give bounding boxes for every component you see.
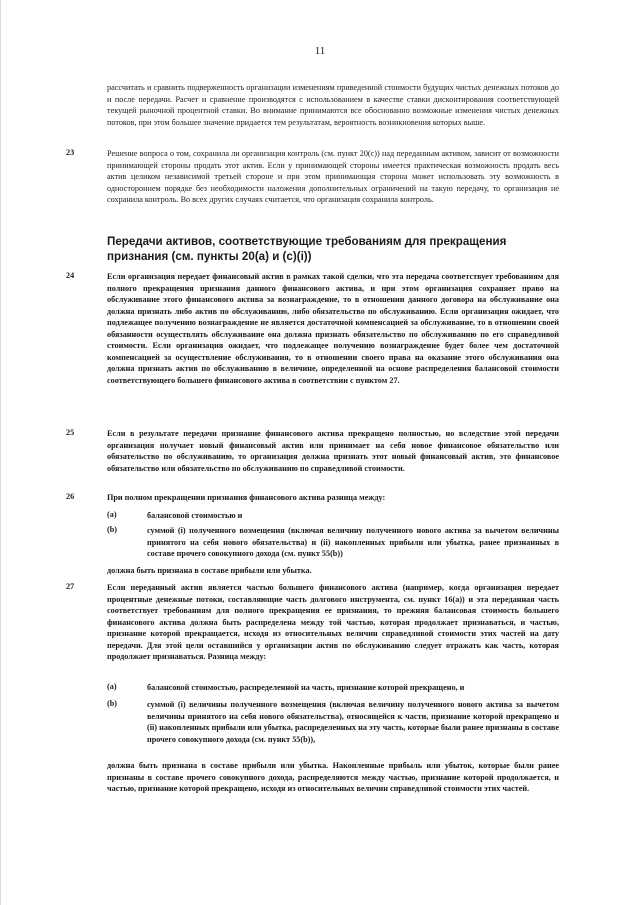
list-item-text: суммой (i) величины полученного возмещения (включая величину полученного нового актива за вычетом величины принятого на себя нового обязательства), относящейся к части, признание которой прекращено и (ii) накопленных прибыли или убытка, распределенных на эту часть, которые были ранее признаны в составе прочего совокупного дохода (см. пункт 55(b)), [147, 700, 559, 744]
paragraph-text: Если организация передает финансовый актив в рамках такой сделки, что эта передача соответствует требованиям для полного прекращения признания данного финансового актива, и при этом организация сохраняет право на обслуживание этого финансового актива за вознаграждение, то в отношении данного договора на обслуживание она должна признать либо актив по обслуживанию, либо обязательство по обслуживанию. Если организация ожидает, что подлежащее получению вознаграждение не является достаточной компенсацией за обслуживание, то в отношении своей обязанности осуществлять обслуживание она должна признать обязательство по обслуживанию по его справедливой стоимости. Если организация ожидает, что подлежащее получению вознаграждение будет более чем достаточной компенсацией за осуществление обслуживания, то в отношении своего права на оказание этого обслуживания она должна признать актив по обслуживанию в величине, определенной на основе распределения балансовой стоимости соответствующего большего финансового актива в соответствии с пунктом 27. [107, 272, 559, 385]
paragraph-26-closing: должна быть признана в составе прибыли или убытка. [107, 566, 312, 575]
paragraph-text: Решение вопроса о том, сохранила ли организация контроль (см. пункт 20(c)) над переданным активом, зависит от возможности принимающей стороны продать этот актив. Если у принимающей стороны имеется практическая возможность продать весь актив целиком независимой третьей стороне и при этом принимающая сторона может использовать эту возможность в одностороннем порядке без необходимости наложения дополнительных ограничений на такую передачу, то организация не сохранила контроль. Во всех других случаях считается, что организация сохранила контроль. [107, 149, 559, 204]
paragraph-number: 24 [66, 271, 75, 280]
paragraph-27-closing: должна быть признана в составе прибыли или убытка. Накопленные прибыль или убыток, которые были ранее признаны в составе прочего совокупного дохода, распределяются между частью, признание которой продолжается, и частью, признание которой прекращено, исходя из относительных величин справедливой стоимости этих частей. [107, 761, 559, 793]
list-marker: (b) [107, 699, 118, 708]
paragraph-number: 25 [66, 428, 75, 437]
list-item-text: балансовой стоимостью, распределенной на часть, признание которой прекращено, и [147, 683, 465, 692]
intro-paragraph: рассчитать и сравнить подверженность организации изменениям приведенной стоимости будущих чистых денежных потоков до и после передачи. Расчет и сравнение производятся с использованием в качестве ставки дисконтирования соответствующей текущей рыночной процентной ставки. Во внимание принимаются все обоснованно возможные изменения чистых денежных потоков, при этом большее значение придается тем результатам, вероятность возникновения которых выше. [107, 83, 559, 127]
page-number: 11 [314, 45, 326, 57]
list-item-text: балансовой стоимостью и [147, 511, 243, 520]
paragraph-text: Если в результате передачи признание финансового актива прекращено полностью, но вследствие этой передачи организация получает новый финансовый актив или принимает на себя новое финансовое обязательство или обязательство по обслуживанию, то организация должна признать этот новый финансовый актив, это финансовое обязательство или обязательство по обслуживанию по справедливой стоимости. [107, 429, 559, 473]
paragraph-number: 23 [66, 148, 75, 157]
list-marker: (a) [107, 510, 117, 519]
paragraph-text: Если переданный актив является частью большего финансового актива (например, когда организация передает процентные денежные потоки, составляющие часть долгового инструмента, см. пункт 16(a)) и эта переданная часть соответствует требованиям для полного прекращения ее признания, то прежняя балансовая стоимость большего финансового актива должна быть распределена между той частью, которая продолжает признаваться, и частью, признание которой прекращается, исходя из относительных величин справедливой стоимости этих частей на дату передачи. Для этой цели оставшийся у организации актив по обслуживанию следует отражать как часть, которая продолжает признаваться. Разница между: [107, 583, 559, 661]
list-item-text: суммой (i) полученного возмещения (включая величину полученного нового актива за вычетом величины принятого на себя нового обязательства) и (ii) накопленных прибыли или убытка, ранее признанных в составе прочего совокупного дохода (см. пункт 55(b)) [147, 526, 559, 558]
paragraph-text: При полном прекращении признания финансового актива разница между: [107, 493, 386, 502]
scan-edge [0, 0, 1, 905]
paragraph-number: 26 [66, 492, 75, 501]
paragraph-number: 27 [66, 582, 75, 591]
list-marker: (b) [107, 525, 118, 534]
list-marker: (a) [107, 682, 117, 691]
section-heading: Передачи активов, соответствующие требованиям для прекращения признания (см. пункты 20(a) и (c)(i)) [107, 235, 507, 263]
